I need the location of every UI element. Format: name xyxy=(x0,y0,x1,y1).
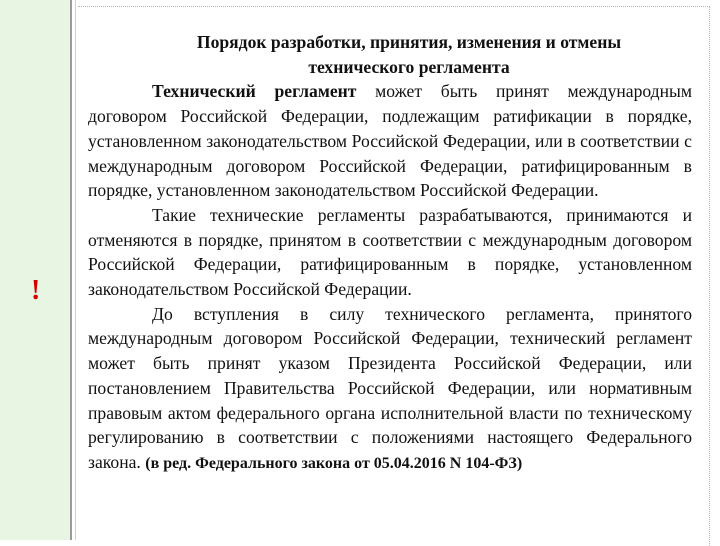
sidebar-divider-thin xyxy=(75,0,76,540)
paragraph-1-lead: Технический регламент xyxy=(152,81,357,102)
exclamation-marker: ! xyxy=(31,275,41,306)
paragraph-3 xyxy=(88,302,692,477)
amendment-reference: (в ред. Федерального закона от 05.04.2016 N 104-ФЗ) xyxy=(145,454,523,472)
sidebar-divider xyxy=(70,0,72,540)
paragraph-1 xyxy=(88,79,692,203)
paragraph-2: Такие технические регламенты разрабатываются, принимаются и отменяются в порядке, принятом в соответствии с международным договором Российской Федерации, ратифицированным в порядке, установленном законодательством Российской Федерации. xyxy=(88,204,692,300)
title-line-1: Порядок разработки, принятия, изменения и отмены xyxy=(196,32,622,52)
paragraph-1-text: может быть принят международным договором Российской Федерации, подлежащим ратификации в порядке, установленном законодательством Российской Федерации, или в соответствии с международным договором Российской Федерации, ратифицированным в порядке, установленном законодательством Российской Федерации. xyxy=(88,81,693,201)
left-sidebar-strip xyxy=(0,0,70,540)
paragraph-3-text: До вступления в силу технического регламента, принятого международным договором Российской Федерации, технический регламент может быть принят указом Президента Российской Федерации, или постановлением Правительства Российской Федерации, или нормативным правовым актом федерального органа исполнительной власти по техническому регулированию в соответствии с положениями настоящего Федерального закона. xyxy=(88,303,692,472)
title-line-2: технического регламента xyxy=(308,56,510,77)
slide-content xyxy=(88,30,692,477)
page-title xyxy=(88,30,692,79)
